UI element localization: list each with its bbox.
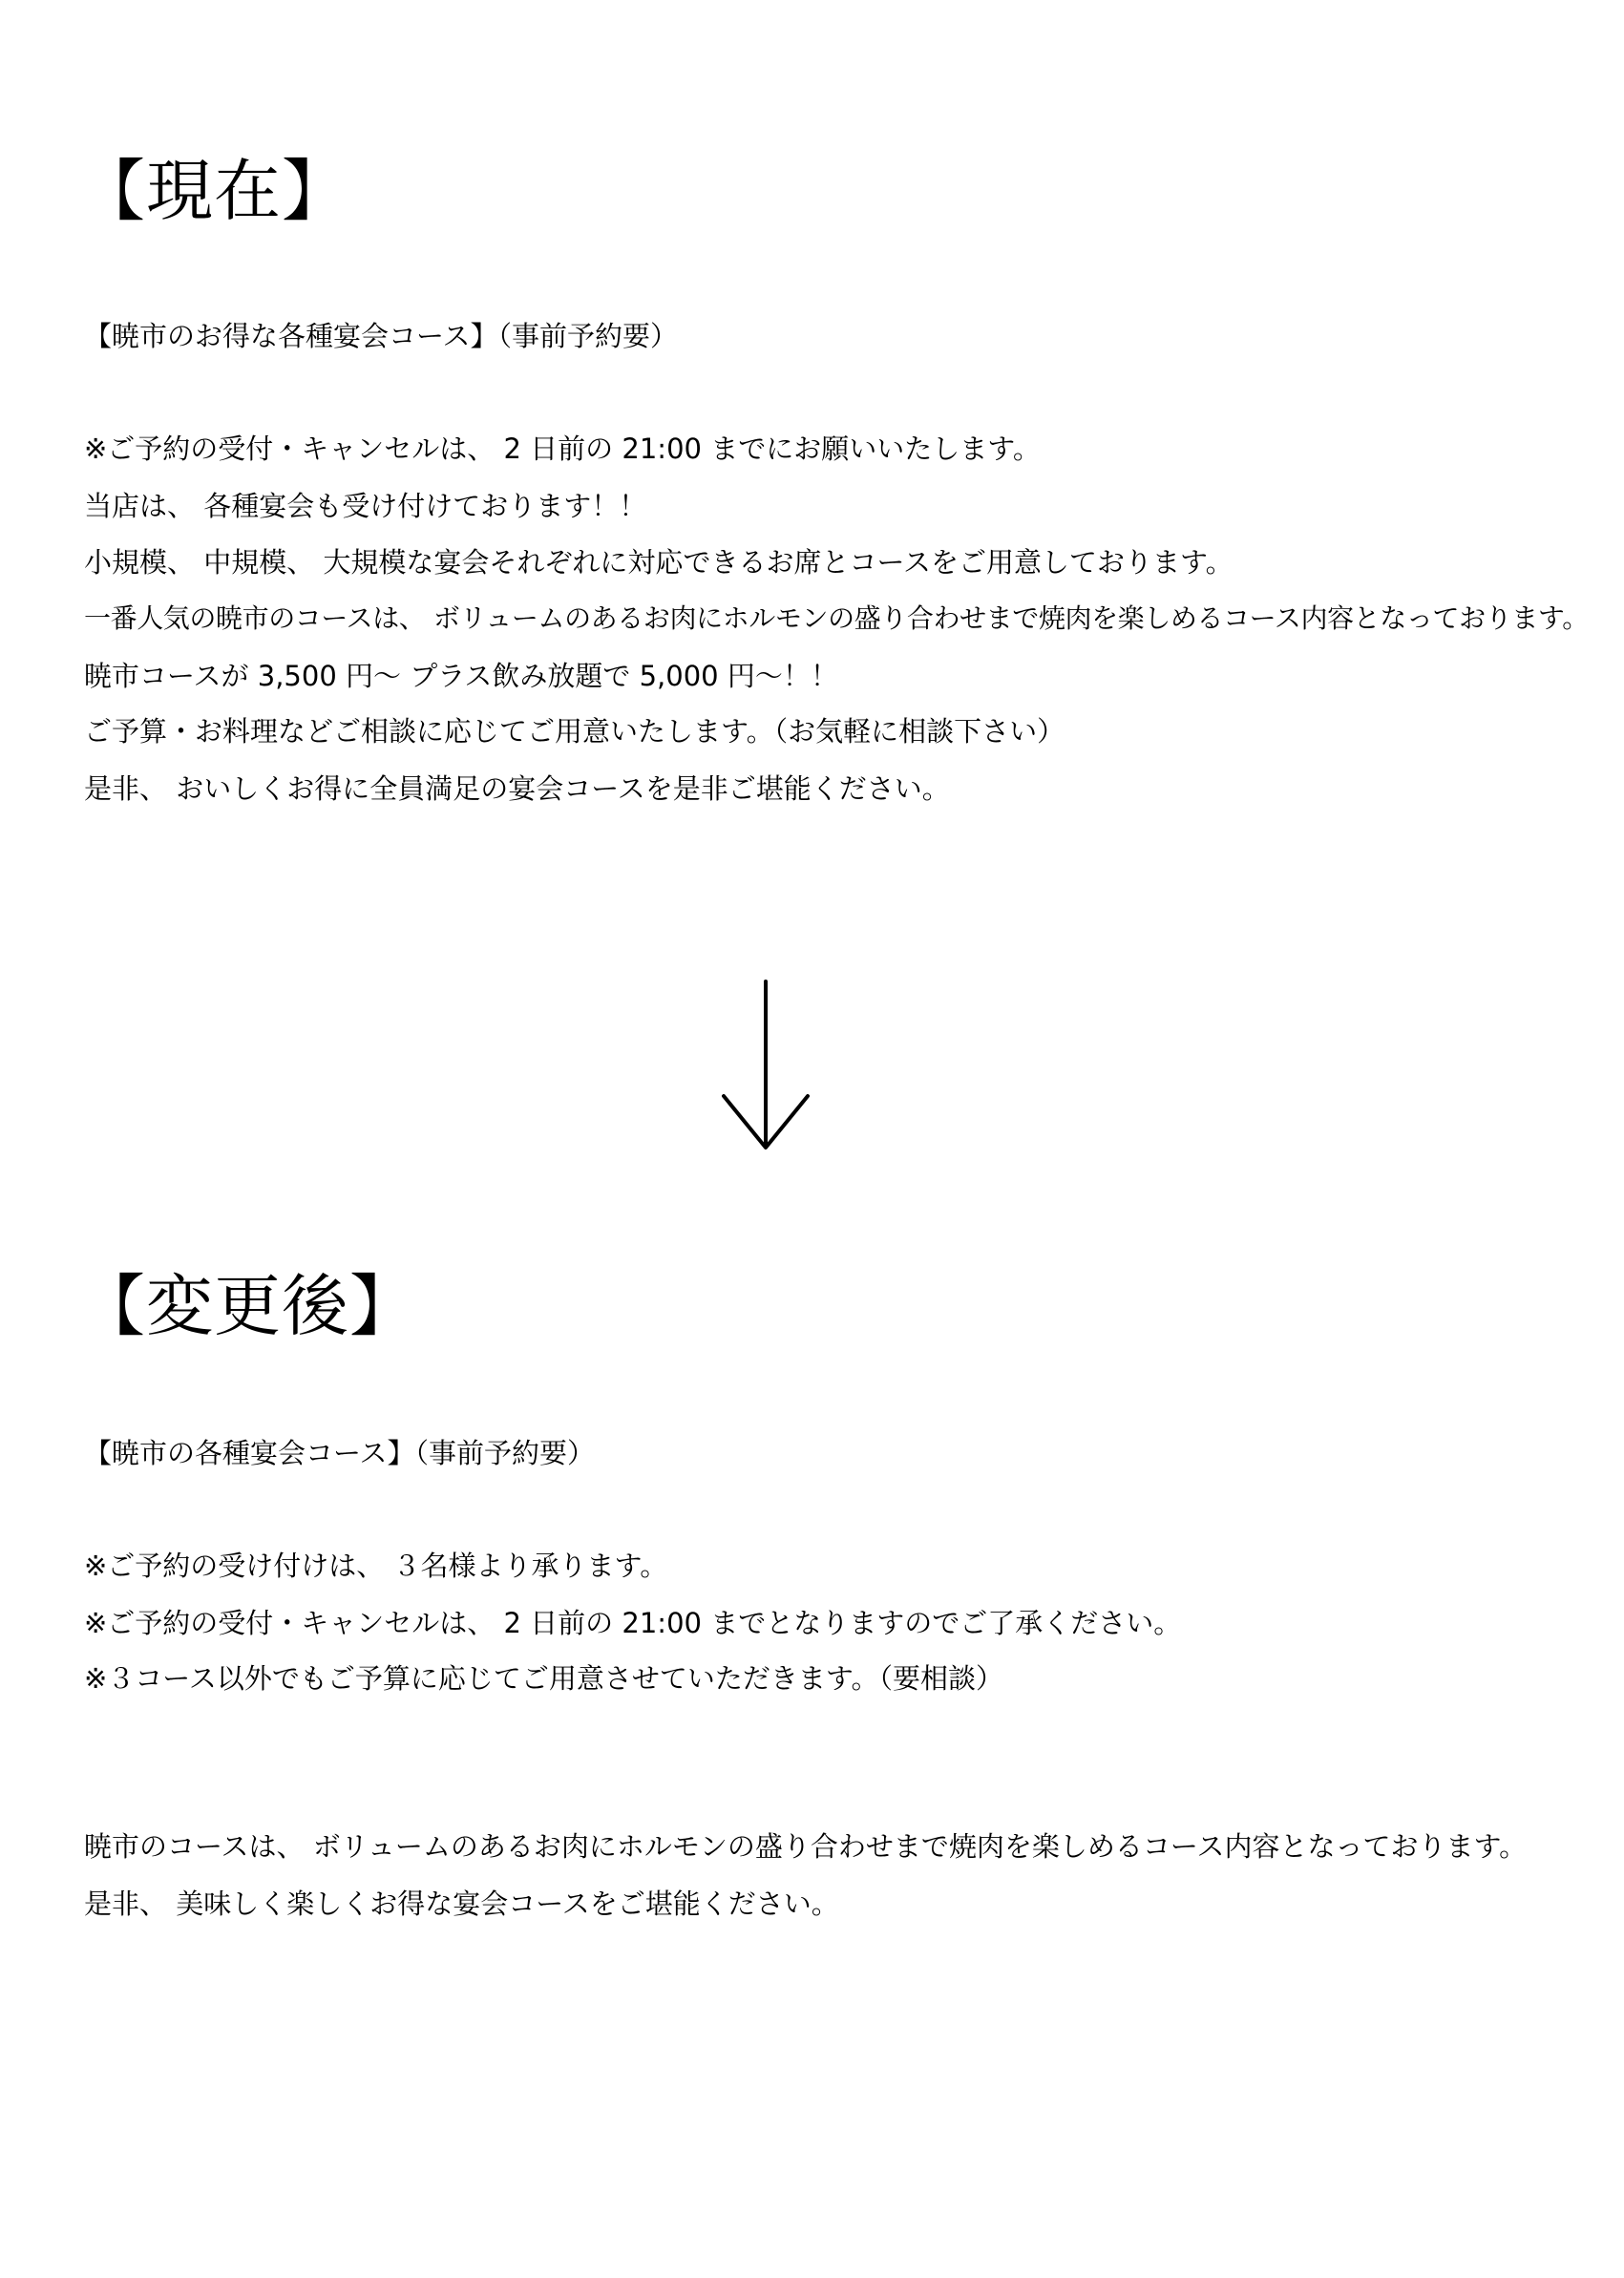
current-line-6: ご予算・お料理などご相談に応じてご用意いたします。（お気軽に相談下さい） xyxy=(84,715,1065,748)
changed-line-2: 是非、 美味しく楽しくお得な宴会コースをご堪能ください。 xyxy=(84,1888,839,1920)
current-line-2: 当店は、 各種宴会も受け付けております！！ xyxy=(84,490,647,522)
down-arrow-icon xyxy=(718,976,813,1155)
changed-note-3: ※３コース以外でもご予算に応じてご用意させていただきます。（要相談） xyxy=(84,1662,1004,1695)
current-heading: 【現在】 xyxy=(78,152,349,230)
current-line-3: 小規模、 中規模、 大規模な宴会それぞれに対応できるお席とコースをご用意しております。 xyxy=(84,546,1234,579)
current-line-1: ※ご予約の受付・キャンセルは、 2 日前の 21:00 までにお願いいたします。 xyxy=(84,432,1041,465)
changed-heading: 【変更後】 xyxy=(78,1267,417,1345)
changed-line-1: 暁市のコースは、 ボリュームのあるお肉にホルモンの盛り合わせまで焼肉を楽しめるコース内容となっております。 xyxy=(84,1830,1528,1863)
changed-note-2: ※ご予約の受付・キャンセルは、 2 日前の 21:00 までとなりますのでご了承ください。 xyxy=(84,1607,1182,1639)
changed-note-1: ※ご予約の受け付けは、 ３名様より承ります。 xyxy=(84,1550,668,1582)
current-course-title: 【暁市のお得な各種宴会コース】（事前予約要） xyxy=(84,320,679,352)
current-line-4: 一番人気の暁市のコースは、 ボリュームのあるお肉にホルモンの盛り合わせまで焼肉を楽しめるコース内容となっております。 xyxy=(84,602,1589,634)
current-line-7: 是非、 おいしくお得に全員満足の宴会コースを是非ご堪能ください。 xyxy=(84,772,950,805)
changed-course-title: 【暁市の各種宴会コース】（事前予約要） xyxy=(84,1437,596,1469)
current-line-5: 暁市コースが 3,500 円～ プラス飲み放題で 5,000 円～！！ xyxy=(84,660,838,692)
